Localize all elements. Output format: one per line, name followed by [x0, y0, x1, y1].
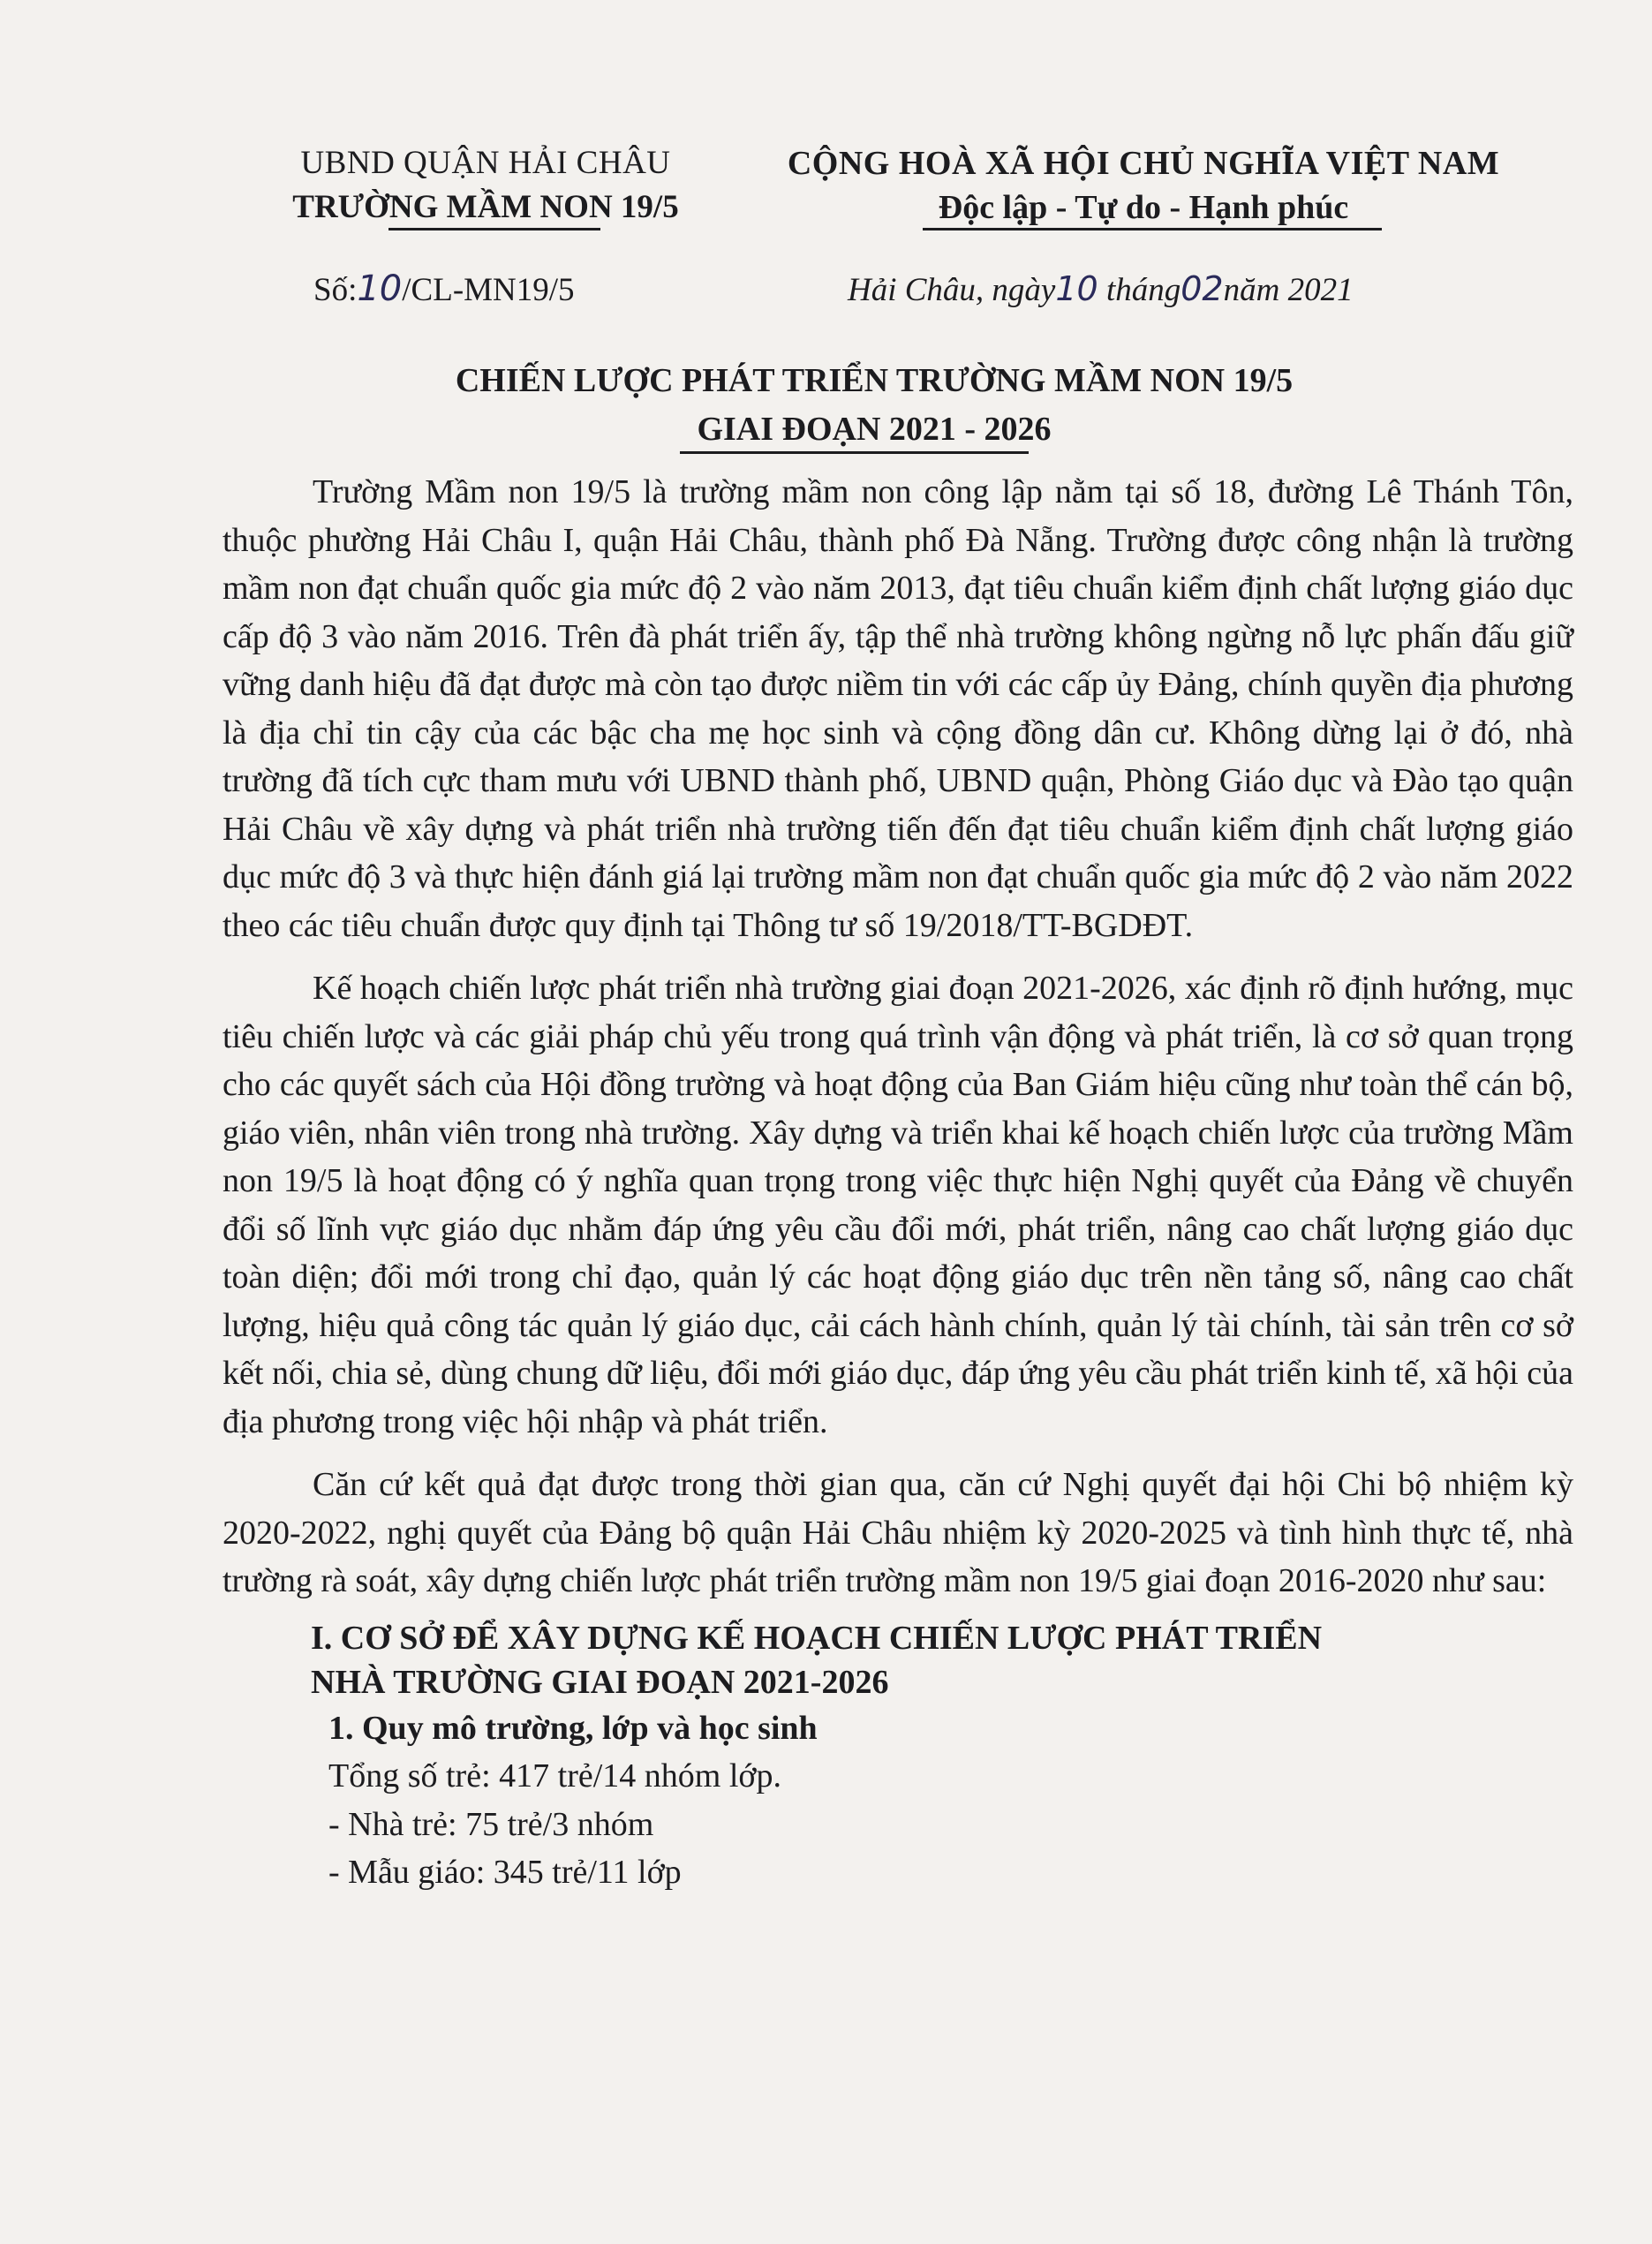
national-motto — [759, 141, 1528, 230]
stat-total: Tổng số trẻ: 417 trẻ/14 nhóm lớp. — [328, 1757, 781, 1794]
country-name: CỘNG HOÀ XÃ HỘI CHỦ NGHĨA VIỆT NAM — [787, 145, 1500, 182]
paragraph-basis: Căn cứ kết quả đạt được trong thời gian qua, căn cứ Nghị quyết đại hội Chi bộ nhiệm kỳ 2020-2022, nghị quyết của Đảng bộ quận Hải Châu nhiệm kỳ 2020-2025 và tình hình thực tế, nhà trường rà soát, xây dựng chiến lược phát triển trường mầm non 19/5 giai đoạn 2016-2020 như sau: — [223, 1466, 1573, 1599]
agency-underline — [388, 228, 600, 230]
school-name: TRƯỜNG MẦM NON 19/5 — [292, 189, 679, 225]
paragraph-strategy: Kế hoạch chiến lược phát triển nhà trường giai đoạn 2021-2026, xác định rõ định hướng, mục tiêu chiến lược và các giải pháp chủ yếu trong quá trình vận động và phát triển, là cơ sở quan trọng cho các quyết sách của Hội đồng trường và hoạt động của Ban Giám hiệu cũng như toàn thể cán bộ, giáo viên, nhân viên trong nhà trường. Xây dựng và triển khai kế hoạch chiến lược của trường Mầm non 19/5 là hoạt động có ý nghĩa quan trọng trong việc thực hiện Nghị quyết của Đảng về chuyển đổi số lĩnh vực giáo dục nhằm đáp ứng yêu cầu đổi mới, phát triển, nâng cao chất lượng giáo dục toàn diện; đổi mới trong chỉ đạo, quản lý các hoạt động giáo dục trên nền tảng số, nâng cao chất lượng, hiệu quả công tác quản lý giáo dục, cải cách hành chính, quản lý tài chính, tài sản trên cơ sở kết nối, chia sẻ, dùng chung dữ liệu, đổi mới giáo dục, đáp ứng yêu cầu phát triển kinh tế, xã hội của địa phương trong việc hội nhập và phát triển. — [223, 970, 1573, 1440]
issuing-agency — [265, 141, 706, 230]
motto-underline — [923, 228, 1382, 230]
subsection-heading: 1. Quy mô trường, lớp và học sinh — [328, 1709, 818, 1747]
handwritten-number: 10 — [357, 268, 403, 309]
section-heading: I. CƠ SỞ ĐỂ XÂY DỰNG KẾ HOẠCH CHIẾN LƯỢC PHÁT TRIỂN NHÀ TRƯỜNG GIAI ĐOẠN 2021-2026 — [311, 1619, 1323, 1701]
document-number: Số:10/CL-MN19/5 — [313, 268, 575, 309]
document-date: Hải Châu, ngày10 tháng02năm 2021 — [848, 269, 1354, 308]
parent-agency: UBND QUẬN HẢI CHÂU — [300, 145, 671, 181]
handwritten-month: 02 — [1181, 269, 1224, 308]
stat-kindergarten: - Mẫu giáo: 345 trẻ/11 lớp — [328, 1854, 682, 1891]
motto: Độc lập - Tự do - Hạnh phúc — [938, 189, 1349, 226]
paragraph-intro: Trường Mầm non 19/5 là trường mầm non công lập nằm tại số 18, đường Lê Thánh Tôn, thuộc phường Hải Châu I, quận Hải Châu, thành phố Đà Nẵng. Trường được công nhận là trường mầm non đạt chuẩn quốc gia mức độ 2 vào năm 2013, đạt tiêu chuẩn kiểm định chất lượng giáo dục cấp độ 3 vào năm 2016. Trên đà phát triển ấy, tập thể nhà trường không ngừng nỗ lực phấn đấu giữ vững danh hiệu đã đạt được mà còn tạo được niềm tin với các cấp ủy Đảng, chính quyền địa phương là địa chỉ tin cậy của các bậc cha mẹ học sinh và cộng đồng dân cư. Không dừng lại ở đó, nhà trường đã tích cực tham mưu với UBND thành phố, UBND quận, Phòng Giáo dục và Đào tạo quận Hải Châu về xây dựng và phát triển nhà trường tiến đến đạt tiêu chuẩn kiểm định chất lượng giáo dục mức độ 3 và thực hiện đánh giá lại trường mầm non đạt chuẩn quốc gia mức độ 2 vào năm 2022 theo các tiêu chuẩn được quy định tại Thông tư số 19/2018/TT-BGDĐT. — [223, 473, 1573, 944]
stat-nursery: - Nhà trẻ: 75 trẻ/3 nhóm — [328, 1805, 654, 1843]
document-title: CHIẾN LƯỢC PHÁT TRIỂN TRƯỜNG MẦM NON 19/5 GIAI ĐOẠN 2021 - 2026 — [455, 362, 1294, 448]
document-body — [223, 468, 1573, 1897]
handwritten-day: 10 — [1055, 269, 1098, 308]
title-underline — [680, 451, 1029, 454]
